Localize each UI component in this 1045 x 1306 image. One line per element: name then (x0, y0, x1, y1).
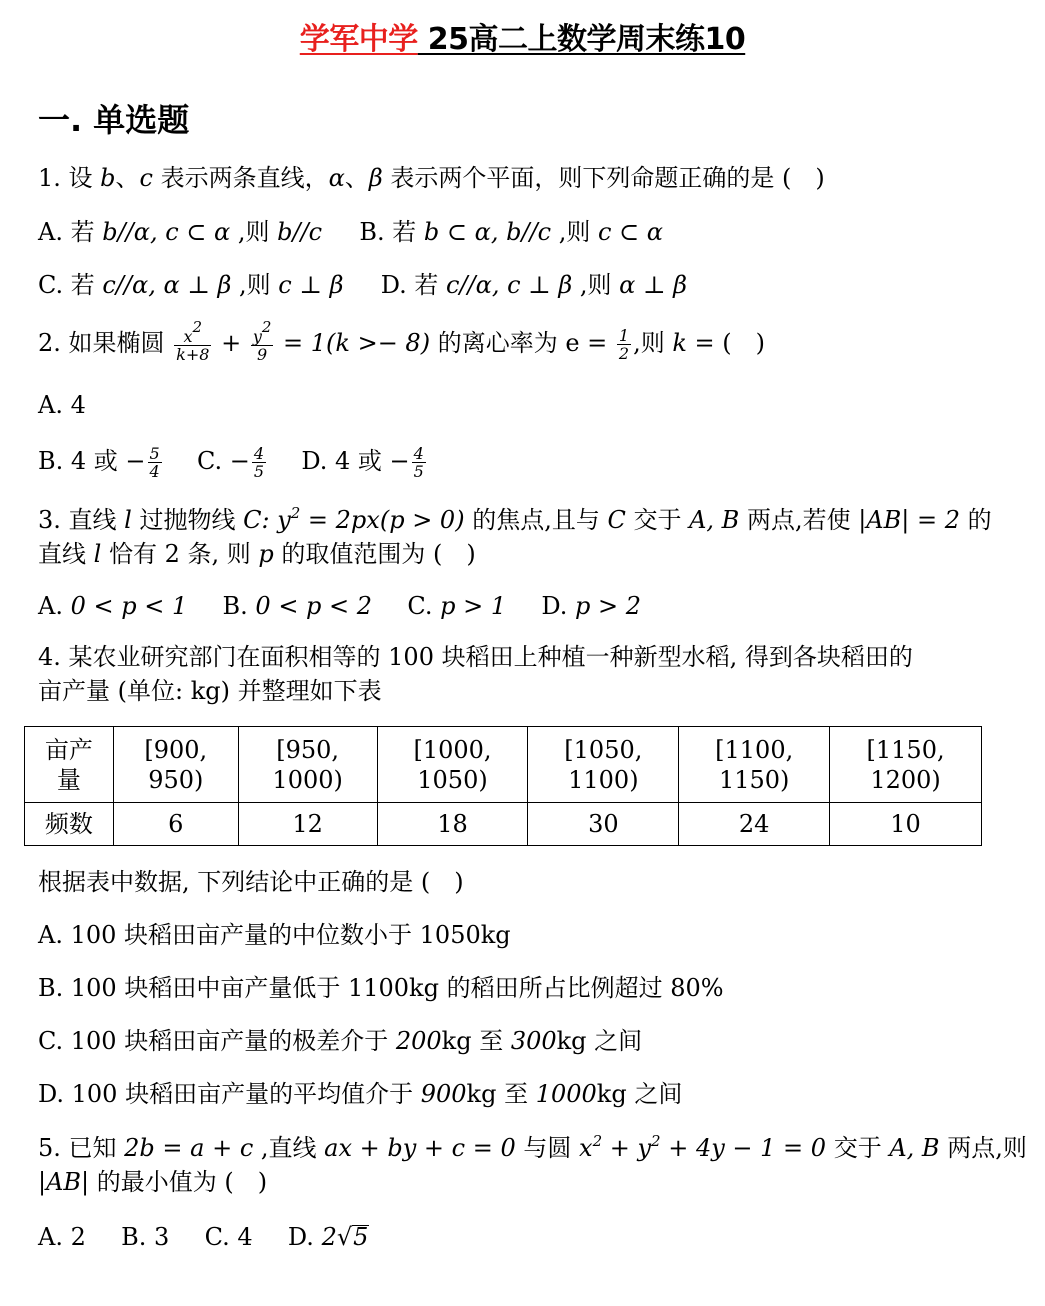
table-header-cell: [1150, 1200) (830, 727, 982, 803)
yield-table (24, 726, 982, 846)
q4-stem-line1: 4. 某农业研究部门在面积相等的 100 块稻田上种植一种新型水稻, 得到各块稻田的 (38, 643, 913, 671)
table-header-cell: [1100, 1150) (679, 727, 830, 803)
school-name: 学军中学 (299, 22, 418, 57)
page-title (0, 14, 1045, 58)
q5-option-a[interactable]: A. 2 (38, 1223, 86, 1251)
table-header-row (25, 727, 982, 803)
table-header-label: 亩产 量 (25, 727, 114, 803)
q3-option-d[interactable]: D. p > 2 (541, 592, 642, 620)
q1-option-d[interactable]: D. 若 c//α, c ⊥ β ,则 α ⊥ β (380, 271, 688, 299)
q1-option-a[interactable]: A. 若 b//α, c ⊂ α ,则 b//c (38, 218, 323, 246)
fraction-one-half: $\frac{1}{2}$ (618, 326, 630, 363)
table-cell: 18 (377, 803, 528, 846)
sqrt-icon: √ (336, 1223, 353, 1251)
q1-options-cd (38, 268, 687, 302)
q5-option-d[interactable]: D. 2√5 (287, 1223, 369, 1251)
fraction-y2-over-9: $\frac{y^2}{9}$ (252, 317, 272, 364)
q2-option-a[interactable]: A. 4 (38, 391, 86, 419)
q2-stem: 2. 如果椭圆 $\frac{x^2}{k+8}$ + $\frac{y^2}{9}$ = 1(k >− 8) 的离心率为 e = $\frac{1}{2}$ ,则 k = ( ) (38, 317, 765, 364)
q1-option-c[interactable]: C. 若 c//α, α ⊥ β ,则 c ⊥ β (38, 271, 344, 299)
q4-option-a[interactable]: A. 100 块稻田亩产量的中位数小于 1050kg (38, 921, 511, 949)
q1-stem: 1. 设 b、c 表示两条直线，α、β 表示两个平面，则下列命题正确的是 ( ) (38, 164, 825, 192)
q4-option-d[interactable]: D. 100 块稻田亩产量的平均值介于 900kg 至 1000kg 之间 (38, 1080, 683, 1108)
q5-options (38, 1220, 369, 1254)
table-cell: 6 (113, 803, 238, 846)
q1-options-ab (38, 215, 663, 249)
q3-stem-line2: 直线 l 恰有 2 条, 则 p 的取值范围为 ( ) (38, 540, 476, 568)
q1-option-b[interactable]: B. 若 b ⊂ α, b//c ,则 c ⊂ α (359, 218, 663, 246)
fraction-x2-over-k8: $\frac{x^2}{k+8}$ (176, 317, 210, 364)
q5-option-b[interactable]: B. 3 (121, 1223, 170, 1251)
section-title: 一. 单选题 (38, 101, 190, 139)
q5-stem-line1: 5. 已知 2b = a + c ,直线 ax + by + c = 0 与圆 $x^2 + y^2 + 4y - 1 = 0$ 交于 A, B 两点,则 (38, 1132, 1027, 1162)
table-row-label: 频数 (25, 803, 114, 846)
table-cell: 10 (830, 803, 982, 846)
q2-option-d[interactable]: D. 4 或 − $\frac{4}{5}$ (301, 444, 424, 481)
table-cell: 30 (528, 803, 679, 846)
table-header-cell: [1050, 1100) (528, 727, 679, 803)
q3-options (38, 589, 641, 623)
q2-option-c[interactable]: C. − $\frac{4}{5}$ (197, 444, 265, 481)
table-header-cell: [900, 950) (113, 727, 238, 803)
q5-stem-line2: |AB| 的最小值为 ( ) (38, 1168, 268, 1196)
table-header-cell: [950, 1000) (238, 727, 377, 803)
q4-stem-line2: 亩产量 (单位: kg) 并整理如下表 (38, 677, 382, 705)
q2-option-b[interactable]: B. 4 或 − $\frac{5}{4}$ (38, 444, 160, 481)
q3-option-c[interactable]: C. p > 1 (407, 592, 507, 620)
q4-option-b[interactable]: B. 100 块稻田中亩产量低于 1100kg 的稻田所占比例超过 80% (38, 974, 724, 1002)
q3-option-b[interactable]: B. 0 < p < 2 (222, 592, 373, 620)
table-cell: 24 (679, 803, 830, 846)
q4-option-c[interactable]: C. 100 块稻田亩产量的极差介于 200kg 至 300kg 之间 (38, 1027, 643, 1055)
q3-option-a[interactable]: A. 0 < p < 1 (38, 592, 188, 620)
table-cell: 12 (238, 803, 377, 846)
worksheet-title: 25高二上数学周末练10 (417, 22, 746, 57)
table-row (25, 803, 982, 846)
q4-question: 根据表中数据, 下列结论中正确的是 ( ) (38, 868, 464, 896)
q2-options-bcd (38, 444, 428, 480)
table-header-cell: [1000, 1050) (377, 727, 528, 803)
q5-option-c[interactable]: C. 4 (204, 1223, 253, 1251)
q3-stem-line1: 3. 直线 l 过抛物线 C: $y^2 = 2px(p > 0)$ 的焦点,且与 C 交于 A, B 两点,若使 |AB| = 2 的 (38, 504, 992, 534)
